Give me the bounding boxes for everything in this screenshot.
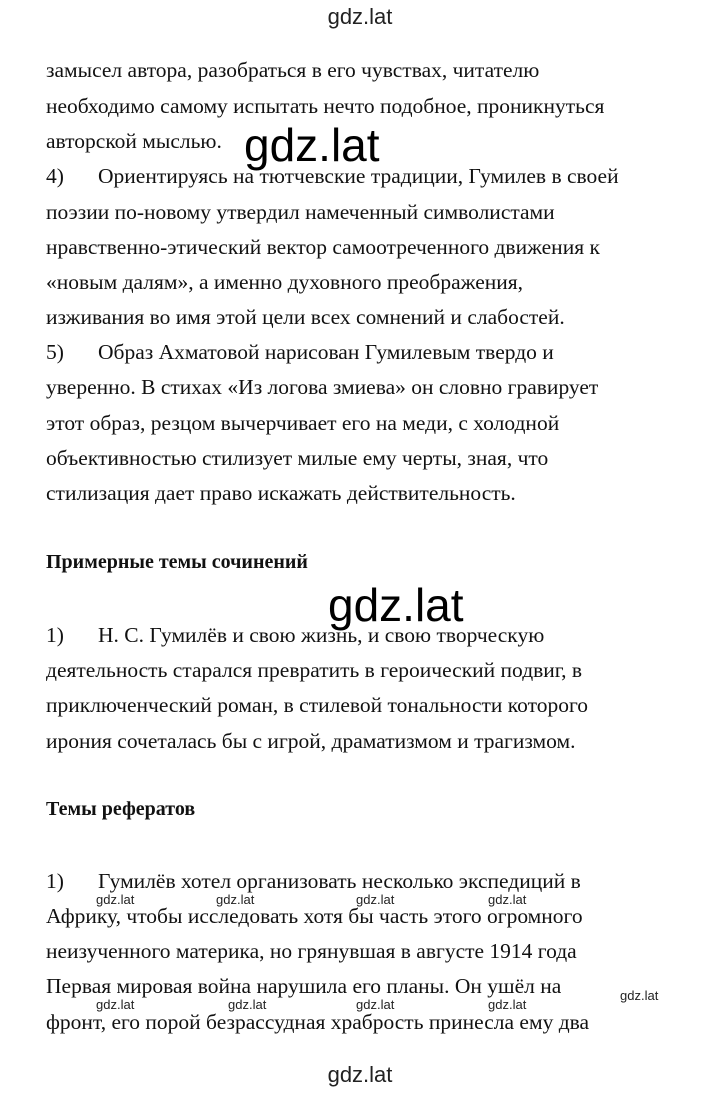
list-number: 1) (46, 869, 64, 893)
watermark: gdz.lat (216, 892, 255, 907)
list-item-5-first-line: 5) Образ Ахматовой нарисован Гумилевым твердо и (46, 340, 554, 364)
list-item-4-first-line: 4) Ориентируясь на тютчевские традиции, Гумилев в своей (46, 164, 619, 188)
text-line: деятельность старался превратить в героический подвиг, в (46, 658, 583, 682)
section-heading-report-topics: Темы рефератов (46, 798, 196, 820)
text-line: поэзии по-новому утвердил намеченный символистами (46, 200, 555, 224)
text-line: «новым далям», а именно духовного преображения, (46, 270, 524, 294)
report-item-1-first-line: 1) Гумилёв хотел организовать несколько экспедиций в (46, 869, 581, 893)
text-line: неизученного материка, но грянувшая в августе 1914 года (46, 939, 577, 963)
watermark: gdz.lat (96, 997, 135, 1012)
text-line: изживания во имя этой цели всех сомнений и слабостей. (46, 305, 565, 329)
list-number: 1) (46, 623, 64, 647)
watermark: gdz.lat (356, 997, 395, 1012)
text-line: этот образ, резцом вычерчивает его на меди, с холодной (46, 411, 560, 435)
watermark: gdz.lat (488, 997, 527, 1012)
text-line: авторской мыслью. (46, 129, 222, 153)
text-line: ирония сочеталась бы с игрой, драматизмом и трагизмом. (46, 729, 576, 753)
section-heading-essay-topics: Примерные темы сочинений (46, 551, 308, 573)
text-line: нравственно-этический вектор самоотреченного движения к (46, 235, 600, 259)
text-line: замысел автора, разобраться в его чувствах, читателю (46, 58, 540, 82)
watermark: gdz.lat (244, 119, 380, 171)
text-line: уверенно. В стихах «Из логова змиева» он словно гравирует (46, 375, 599, 399)
text-line: объективностью стилизует милые ему черты, зная, что (46, 446, 549, 470)
footer-site-name: gdz.lat (327, 1062, 393, 1087)
text-line: необходимо самому испытать нечто подобное, проникнуться (46, 94, 605, 118)
list-number: 4) (46, 164, 64, 188)
header-site-name: gdz.lat (327, 4, 393, 29)
watermark: gdz.lat (228, 997, 267, 1012)
watermark: gdz.lat (356, 892, 395, 907)
text-line: Африку, чтобы исследовать хотя бы часть этого огромного (46, 904, 583, 928)
watermark: gdz.lat (488, 892, 527, 907)
text-line: фронт, его порой безрассудная храбрость принесла ему два (46, 1010, 590, 1034)
watermark: gdz.lat (328, 579, 464, 631)
watermark: gdz.lat (96, 892, 135, 907)
list-number: 5) (46, 340, 64, 364)
watermark: gdz.lat (620, 988, 659, 1003)
text-line: Первая мировая война нарушила его планы. Он ушёл на (46, 974, 562, 998)
text-line: стилизация дает право искажать действительность. (46, 481, 516, 505)
text-line: приключенческий роман, в стилевой тональности которого (46, 693, 588, 717)
essay-item-1-first-line: 1) Н. С. Гумилёв и свою жизнь, и свою творческую (46, 623, 545, 647)
